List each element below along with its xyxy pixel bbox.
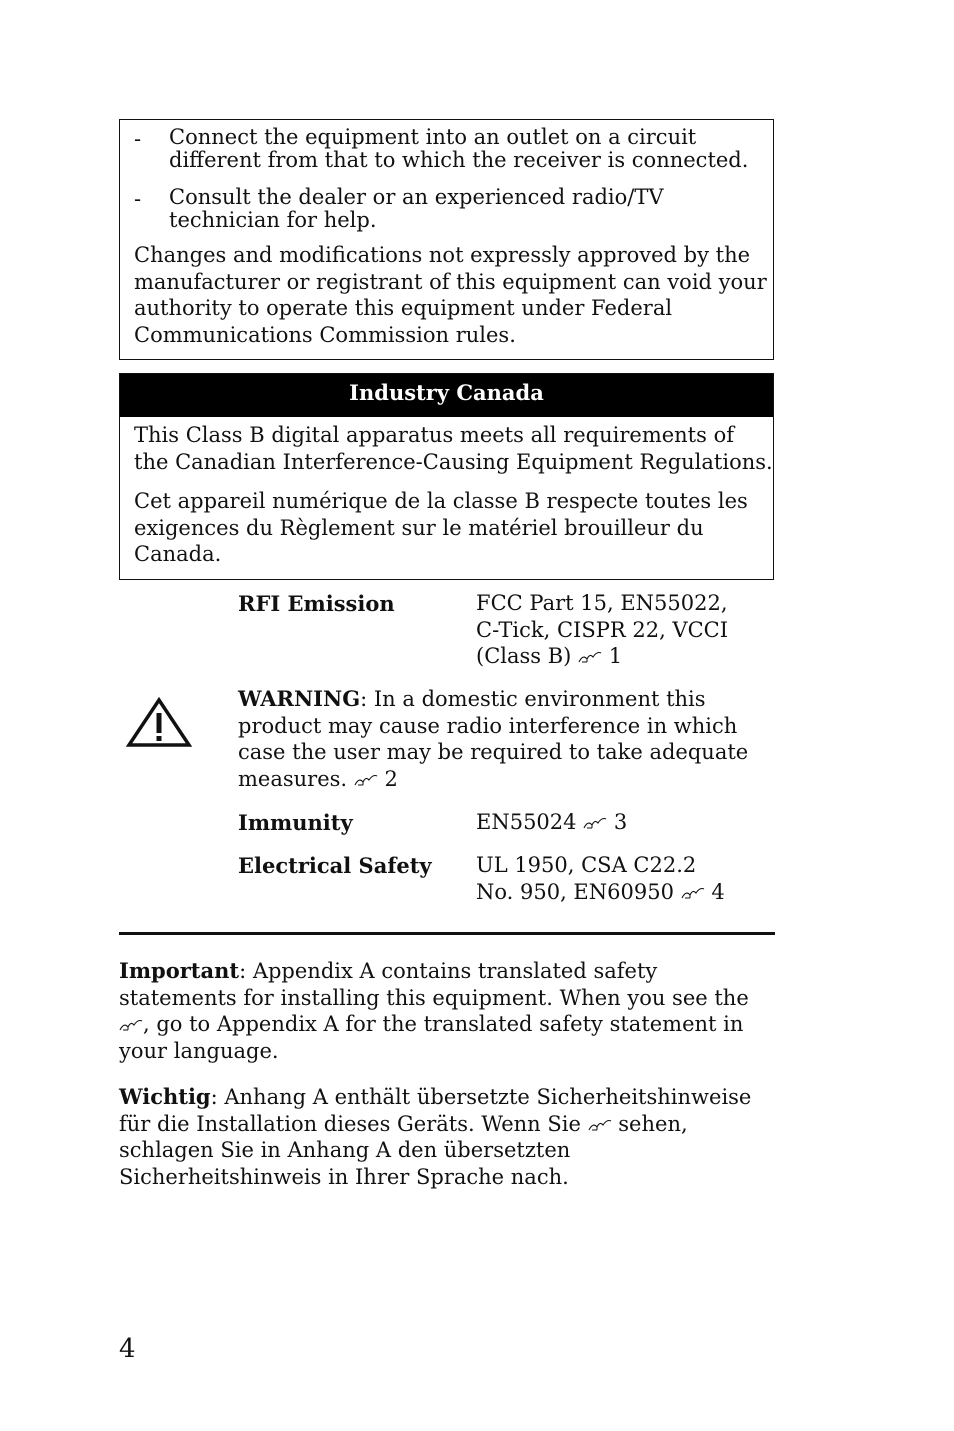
rfi-ref: 1 [608, 644, 623, 668]
fcc-notice-box [119, 119, 774, 360]
rfi-line-3 [476, 643, 776, 670]
section-divider [119, 932, 775, 935]
safety-standard: No. 950, EN60950 [476, 879, 674, 904]
warning-paragraph [238, 686, 758, 792]
immunity-value [476, 809, 627, 836]
electrical-safety-label: Electrical Safety [238, 853, 432, 878]
important-text-1: : Appendix A contains translated safety statements for installing this equipment. When you see the [119, 959, 749, 1010]
safety-line-2 [476, 879, 776, 906]
important-label: Important [119, 958, 240, 983]
bullet-dash: - [134, 127, 142, 151]
rfi-line-1: FCC Part 15, EN55022, [476, 591, 728, 615]
industry-canada-box [119, 373, 774, 580]
wichtig-text-1: : Anhang A enthält übersetzte Sicherheitshinweise für die Installation dieses Geräts. Wenn Sie [119, 1085, 752, 1136]
warning-ref: 2 [384, 766, 398, 791]
immunity-label: Immunity [238, 810, 353, 835]
hand-pointer-icon [583, 816, 607, 830]
warning-triangle-icon [126, 697, 192, 749]
page-number: 4 [119, 1334, 136, 1364]
rfi-emission-label: RFI Emission [238, 591, 395, 616]
important-paragraph [119, 958, 779, 1064]
warning-text: : In a domestic environment this product may cause radio interference in which case the user may be required to take adequate measures. [238, 687, 749, 791]
rfi-class: (Class B) [476, 644, 572, 668]
changes-paragraph: Changes and modifications not expressly approved by the manufacturer or registrant of this equipment can void your authority to operate this equipment under Federal Communications Commission rules. [134, 243, 767, 347]
safety-ref: 4 [711, 879, 725, 904]
hand-pointer-icon [354, 773, 378, 787]
wichtig-label: Wichtig [119, 1084, 211, 1109]
bullet-dash: - [134, 187, 142, 211]
warning-label: WARNING [238, 686, 361, 711]
hand-pointer-icon [588, 1118, 612, 1132]
rfi-emission-value [476, 590, 776, 670]
hand-pointer-icon [578, 650, 602, 664]
immunity-standard: EN55024 [476, 810, 577, 834]
industry-canada-title: Industry Canada [120, 374, 773, 417]
bullet-text-outlet: Connect the equipment into an outlet on a circuit different from that to which the receiver is connected. [169, 125, 749, 172]
hand-pointer-icon [119, 1018, 143, 1032]
wichtig-paragraph [119, 1084, 779, 1190]
industry-canada-french: Cet appareil numérique de la classe B respecte toutes les exigences du Règlement sur le matériel brouilleur du Canada. [134, 489, 748, 566]
safety-line-1: UL 1950, CSA C22.2 [476, 853, 697, 877]
bullet-text-consult: Consult the dealer or an experienced radio/TV technician for help. [169, 185, 664, 232]
important-text-2: , go to Appendix A for the translated safety statement in your language. [119, 1012, 744, 1063]
rfi-line-2: C-Tick, CISPR 22, VCCI [476, 617, 729, 642]
industry-canada-english: This Class B digital apparatus meets all requirements of the Canadian Interference-Causing Equipment Regulations. [134, 423, 773, 474]
electrical-safety-value [476, 852, 776, 905]
wichtig-text-2: sehen, schlagen Sie in Anhang A den übersetzten Sicherheitshinweis in Ihrer Sprache nach. [119, 1111, 688, 1189]
immunity-ref: 3 [613, 810, 628, 834]
hand-pointer-icon [681, 886, 705, 900]
